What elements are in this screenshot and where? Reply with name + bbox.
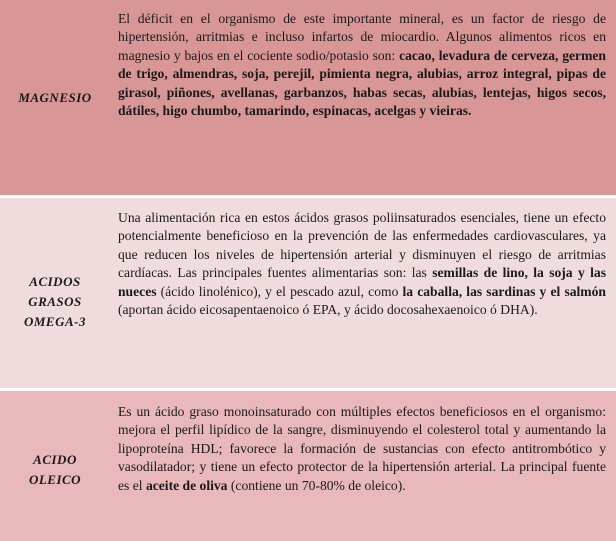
row-description-oleico	[108, 389, 616, 541]
row-label-magnesio	[0, 0, 108, 196]
row-label-line: ACIDO	[33, 452, 77, 467]
row-label-line: ACIDOS	[29, 273, 81, 289]
row-description-omega3	[108, 196, 616, 389]
description-text: (aportan ácido eicosapentaenoico ó EPA, y ácido docosahexaenoico ó DHA).	[118, 302, 538, 318]
description-text: Es un ácido graso monoinsaturado con múltiples efectos beneficiosos en el organismo: mejora el perfil lipídico de la sangre, disminuyendo el colesterol total y aumentando la lipoproteína HDL; favorece la formación de sustancias con efecto antitrombótico y vasodilatador; y tiene un efecto protector de la hipertensión arterial. La principal fuente es el	[118, 404, 606, 493]
food-list-text: aceite de oliva	[145, 477, 228, 493]
table-row-magnesio	[0, 0, 616, 196]
row-divider	[0, 388, 616, 391]
row-label-line: GRASOS	[28, 293, 82, 309]
row-label-oleico	[0, 389, 108, 541]
row-label-line: OMEGA-3	[23, 313, 86, 329]
food-list-text: semillas de lino, la soja y las nueces	[118, 265, 606, 299]
description-text: (ácido linolénico), y el pescado azul, como	[156, 283, 403, 299]
food-list-text: la caballa, las sardinas y el salmón	[402, 283, 606, 299]
description-text: (contiene un 70-80% de oleico).	[227, 477, 406, 493]
row-description-magnesio	[108, 0, 616, 196]
description-text: Una alimentación rica en estos ácidos grasos poliinsaturados esenciales, tiene un efecto potencialmente beneficioso en la prevención de las enfermedades cardiovasculares, ya que reducen los niveles de hipertensión arterial y disminuyen el riesgo de arritmias cardíacas. Las principales fuentes alimentarias son: las	[118, 210, 606, 281]
food-list-text: cacao, levadura de cerveza, germen de trigo, almendras, soja, perejil, pimienta negra, alubias, arroz integral, pipas de girasol, piñones, avellanas, garbanzos, habas secas, alubias, lentejas, higos secos, dátiles, higo chumbo, tamarindo, espinacas, acelgas y vieiras.	[118, 47, 606, 119]
row-label-omega3	[0, 196, 108, 389]
table-row-omega3	[0, 196, 616, 389]
table-row-oleico	[0, 389, 616, 541]
row-divider	[0, 195, 616, 198]
row-label-text: MAGNESIO	[18, 90, 92, 105]
row-label-line: OLEICO	[28, 472, 82, 487]
description-text: El déficit en el organismo de este importante mineral, es un factor de riesgo de hipertensión, arritmias e incluso infartos de miocardio. Algunos alimentos ricos en magnesio y bajos en el cociente sodio/potasio son:	[118, 11, 606, 63]
